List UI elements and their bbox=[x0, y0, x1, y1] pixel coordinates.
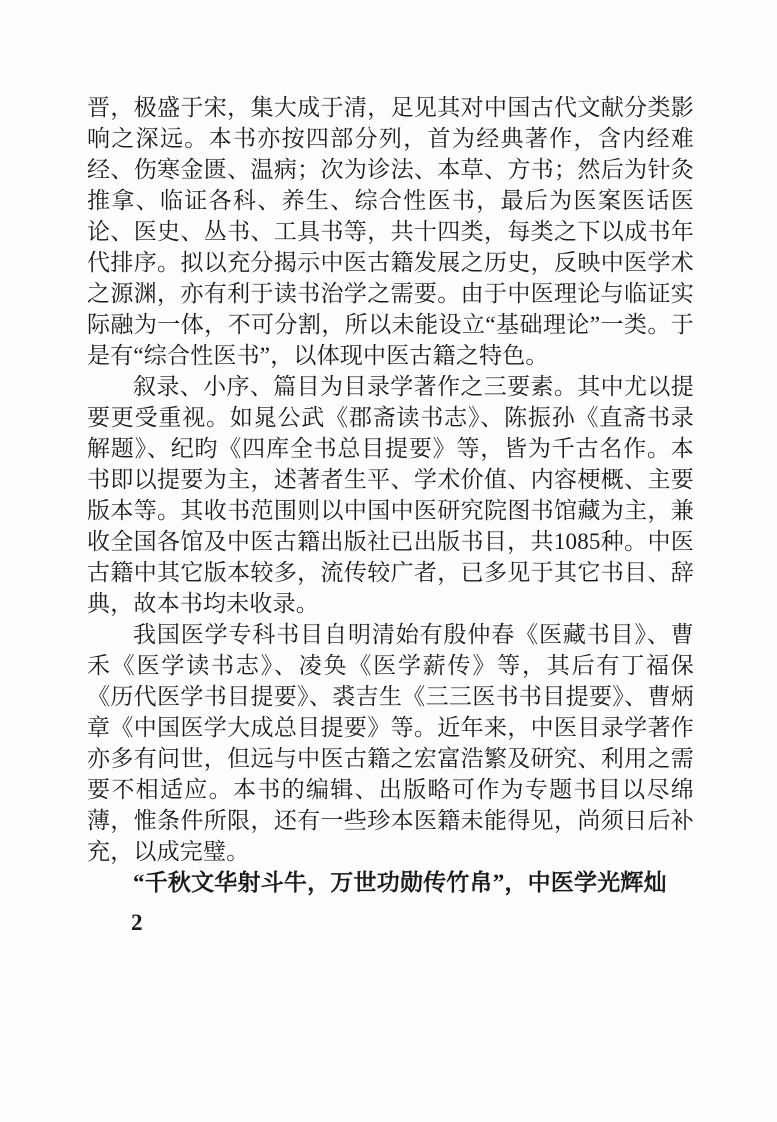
body-text bbox=[87, 92, 694, 898]
paragraph-1: 晋，极盛于宋，集大成于清，足见其对中国古代文献分类影响之深远。本书亦按四部分列，首为经典著作，含内经难经、伤寒金匮、温病；次为诊法、本草、方书；然后为针灸推拿、临证各科、养生、综合性医书，最后为医案医话医论、医史、丛书、工具书等，共十四类，每类之下以成书年代排序。拟以充分揭示中医古籍发展之历史，反映中医学术之源渊，亦有利于读书治学之需要。由于中医理论与临证实际融为一体，不可分割，所以未能设立“基础理论”一类。于是有“综合性医书”，以体现中医古籍之特色。 bbox=[87, 95, 694, 368]
paragraph-4-quote: “千秋文华射斗牛，万世功勋传竹帛”，中医学光辉灿 bbox=[133, 870, 667, 895]
paragraph-3: 我国医学专科书目自明清始有殷仲春《医藏书目》、曹禾《医学读书志》、凌奂《医学薪传》等，其后有丁福保《历代医学书目提要》、裘吉生《三三医书书目提要》、曹炳章《中国医学大成总目提要》等。近年来，中医目录学著作亦多有问世，但远与中医古籍之宏富浩繁及研究、利用之需要不相适应。本书的编辑、出版略可作为专题书目以尽绵薄，惟条件所限，还有一些珍本医籍未能得见，尚须日后补充，以成完璧。 bbox=[87, 622, 694, 864]
page-number: 2 bbox=[131, 910, 143, 935]
paragraph-2: 叙录、小序、篇目为目录学著作之三要素。其中尤以提要更受重视。如晁公武《郡斋读书志》、陈振孙《直斋书录解题》、纪昀《四库全书总目提要》等，皆为千古名作。本书即以提要为主，述著者生平、学术价值、内容梗概、主要版本等。其收书范围则以中国中医研究院图书馆藏为主，兼收全国各馆及中医古籍出版社已出版书目，共1085种。中医古籍中其它版本较多，流传较广者，已多见于其它书目、辞典，故本书均未收录。 bbox=[87, 374, 694, 616]
